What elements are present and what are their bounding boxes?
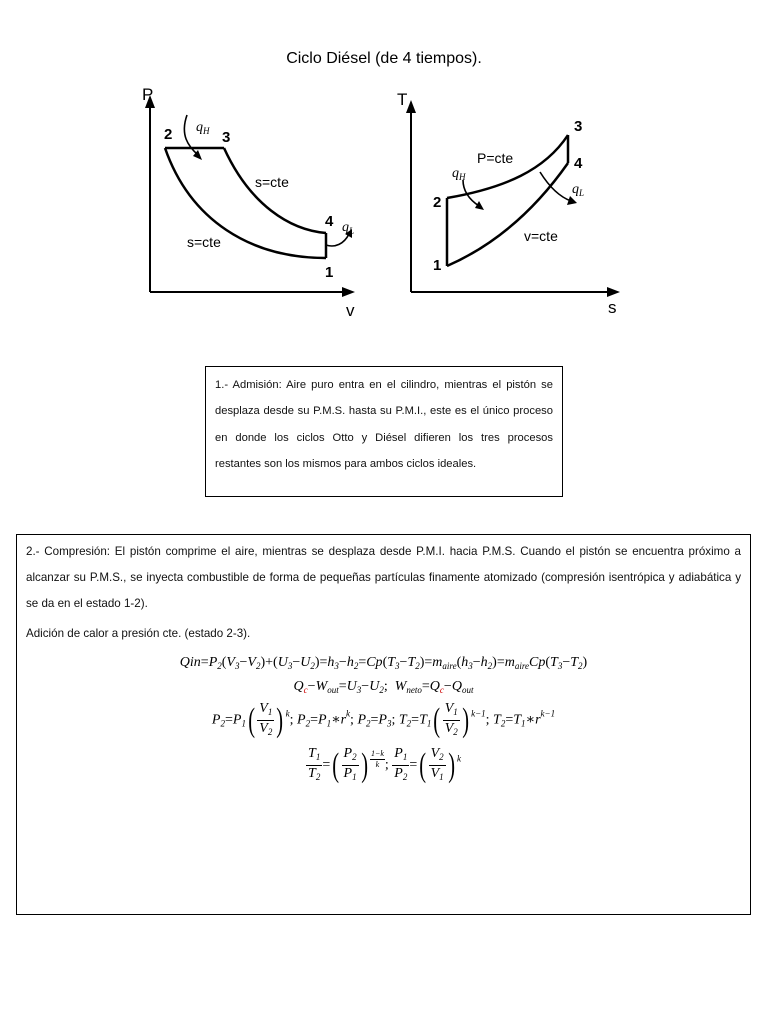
ts-diagram <box>395 80 625 320</box>
compression-text-box <box>16 534 751 915</box>
pv-isentropic-upper: s=cte <box>255 174 289 190</box>
pv-state-2: 2 <box>164 126 173 143</box>
ts-heat-out-arrow <box>540 172 571 201</box>
ts-state-1: 1 <box>433 257 442 274</box>
pv-heat-out-arrow <box>326 234 349 246</box>
equation-compression-ratios: $P_2=P_1$( $\frac{V_1}{V_2}$ ) $^k$; $P_2=P_1∗r^k$; $P_2=P_3$; $T_2=T_1$( $\frac{V_1}{V_2}$ ) $^{k-1}$; $T_2=T_1∗r^{k-1}$ <box>211 701 556 739</box>
ts-x-arrow <box>607 287 620 297</box>
pv-x-arrow <box>342 287 355 297</box>
pv-isentropic-lower: s=cte <box>187 234 221 250</box>
pv-process-3-4 <box>224 148 326 233</box>
ts-isochore-label: v=cte <box>524 228 558 244</box>
ts-y-label: T <box>397 90 408 109</box>
pv-x-label: v <box>346 301 355 320</box>
ts-x-label: s <box>608 298 617 317</box>
pv-diagram <box>130 80 370 320</box>
ts-state-4: 4 <box>574 155 583 172</box>
ts-heat-in-label: $q_H$ <box>452 166 466 182</box>
pv-y-label: P <box>142 85 154 104</box>
ts-state-2: 2 <box>433 194 442 211</box>
ts-heat-out-label: $q_L$ <box>572 182 585 198</box>
ts-state-3: 3 <box>574 118 583 135</box>
pv-heat-in-label: $q_H$ <box>196 120 210 136</box>
heat-addition-heading: Adición de calor a presión cte. (estado 2-3). <box>26 627 251 640</box>
pv-heat-out-label: $q_L$ <box>342 220 355 236</box>
equation-work: $Q_c-W_{out}=U_3-U_2$; $W_{neto}=Q_c-Q_{out}$ <box>293 679 474 695</box>
pv-state-3: 3 <box>222 129 231 146</box>
document-title: Ciclo Diésel (de 4 tiempos). <box>286 50 482 67</box>
ts-isobar-label: P=cte <box>477 150 514 166</box>
equation-heat-in: $Qin=P_2(V_3-V_2)+(U_3-U_2)=h_3-h_2=Cp(T_3-T_2)=m_{aire}(h_3-h_2)=m_{aire}Cp(T_3-T_2)$ <box>179 655 588 671</box>
compression-paragraph: 2.- Compresión: El pistón comprime el aire, mientras se desplaza desde P.M.I. hacia P.M.S. Cuando el pistón se encuentra próximo a alcanzar su P.M.S., se inyecta combustible de forma de pequeñas partículas finamente atomizado (compresión isentrópica y adiabática y se da en el estado 1-2). <box>26 545 741 610</box>
ts-y-arrow <box>406 100 416 113</box>
equation-isentropic-relations: $\frac{T_1}{T_2}$ =( $\frac{P_2}{P_1}$ ) $^{\frac{1-k}{k}}$ ; $\frac{P_1}{P_2}$ =( $\frac{V_2}{V_1}$ ) $^k$ <box>308 746 461 784</box>
admission-paragraph: 1.- Admisión: Aire puro entra en el cilindro, mientras el pistón se desplaza desde su P.M.S. hasta su P.M.I., este es el único proceso en donde los ciclos Otto y Diésel difieren los tres procesos restantes son los mismos para ambos ciclos ideales. <box>215 379 553 471</box>
admission-text-box <box>205 366 563 497</box>
pv-state-1: 1 <box>325 264 334 281</box>
pv-state-4: 4 <box>325 213 334 230</box>
